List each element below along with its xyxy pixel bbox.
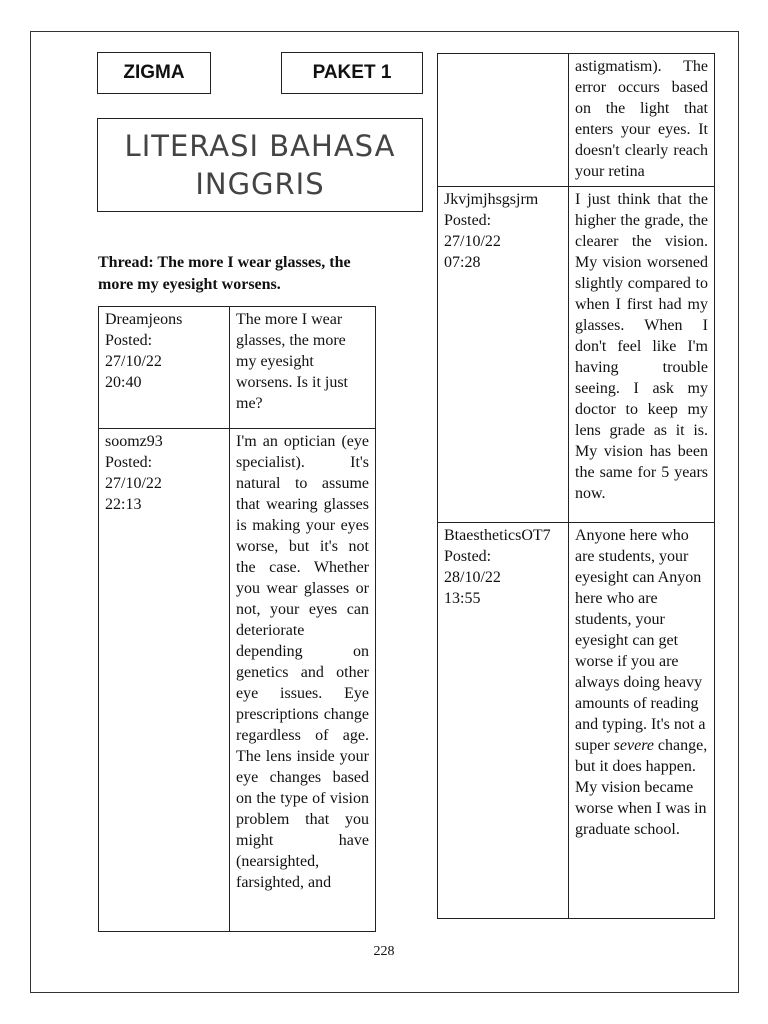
post-user: soomz93 <box>105 433 163 450</box>
zigma-label <box>97 52 211 94</box>
post-meta <box>99 429 230 932</box>
post-user: BtaestheticsOT7 <box>444 527 551 544</box>
zigma-text: ZIGMA <box>123 62 185 83</box>
post-label: Posted: <box>444 548 492 565</box>
title-line-2: INGGRIS <box>195 167 325 201</box>
post-text-emphasis: severe <box>613 737 654 754</box>
post-body <box>569 523 715 919</box>
post-user: Jkvjmjhsgsjrm <box>444 191 539 208</box>
post-meta <box>438 54 569 187</box>
post-date: 27/10/22 <box>444 233 501 250</box>
page-number: 228 <box>373 944 395 959</box>
paket-label <box>281 52 423 94</box>
post-time: 22:13 <box>105 496 142 513</box>
table-row <box>99 307 376 429</box>
table-row <box>438 54 715 187</box>
post-time: 20:40 <box>105 374 142 391</box>
post-body: I just think that the higher the grade, the clearer the vision. My vision worsened slightly compared to when I first had my glasses. When I don't feel like I'm having trouble seeing. I ask my doctor to keep my lens grade as it is. My vision has been the same for 5 years now. <box>569 187 715 523</box>
post-time: 13:55 <box>444 590 481 607</box>
left-thread-table <box>98 306 376 932</box>
post-date: 27/10/22 <box>105 353 162 370</box>
post-date: 28/10/22 <box>444 569 501 586</box>
table-row <box>99 429 376 932</box>
table-row <box>438 187 715 523</box>
paket-text: PAKET 1 <box>312 62 392 83</box>
title-line-1: LITERASI BAHASA <box>124 129 396 163</box>
post-meta <box>438 187 569 523</box>
right-thread-table <box>437 53 715 919</box>
thread-title: Thread: The more I wear glasses, the more my eyesight worsens. <box>98 254 351 293</box>
post-meta <box>438 523 569 919</box>
post-body: The more I wear glasses, the more my eyesight worsens. Is it just me? <box>230 307 376 429</box>
post-body: astigmatism). The error occurs based on the light that enters your eyes. It doesn't clearly reach your retina <box>569 54 715 187</box>
post-meta <box>99 307 230 429</box>
post-time: 07:28 <box>444 254 481 271</box>
post-label: Posted: <box>105 454 153 471</box>
table-row <box>438 523 715 919</box>
post-date: 27/10/22 <box>105 475 162 492</box>
post-text-after: change, but it does happen. My vision became worse when I was in graduate school. <box>575 737 708 838</box>
post-text-before: Anyone here who are students, your eyesight can Anyon here who are students, your eyesight can get worse if you are always doing heavy amounts of reading and typing. It's not a super <box>575 527 706 754</box>
post-label: Posted: <box>105 332 153 349</box>
post-body: I'm an optician (eye specialist). It's natural to assume that wearing glasses is making your eyes worse, but it's not the case. Whether you wear glasses or not, your eyes can deteriorate depending on genetics and other eye issues. Eye prescriptions change regardless of age. The lens inside your eye changes based on the type of vision problem that you might have (nearsighted, farsighted, and <box>230 429 376 932</box>
post-label: Posted: <box>444 212 492 229</box>
post-user: Dreamjeons <box>105 311 183 328</box>
title-box <box>97 118 423 212</box>
